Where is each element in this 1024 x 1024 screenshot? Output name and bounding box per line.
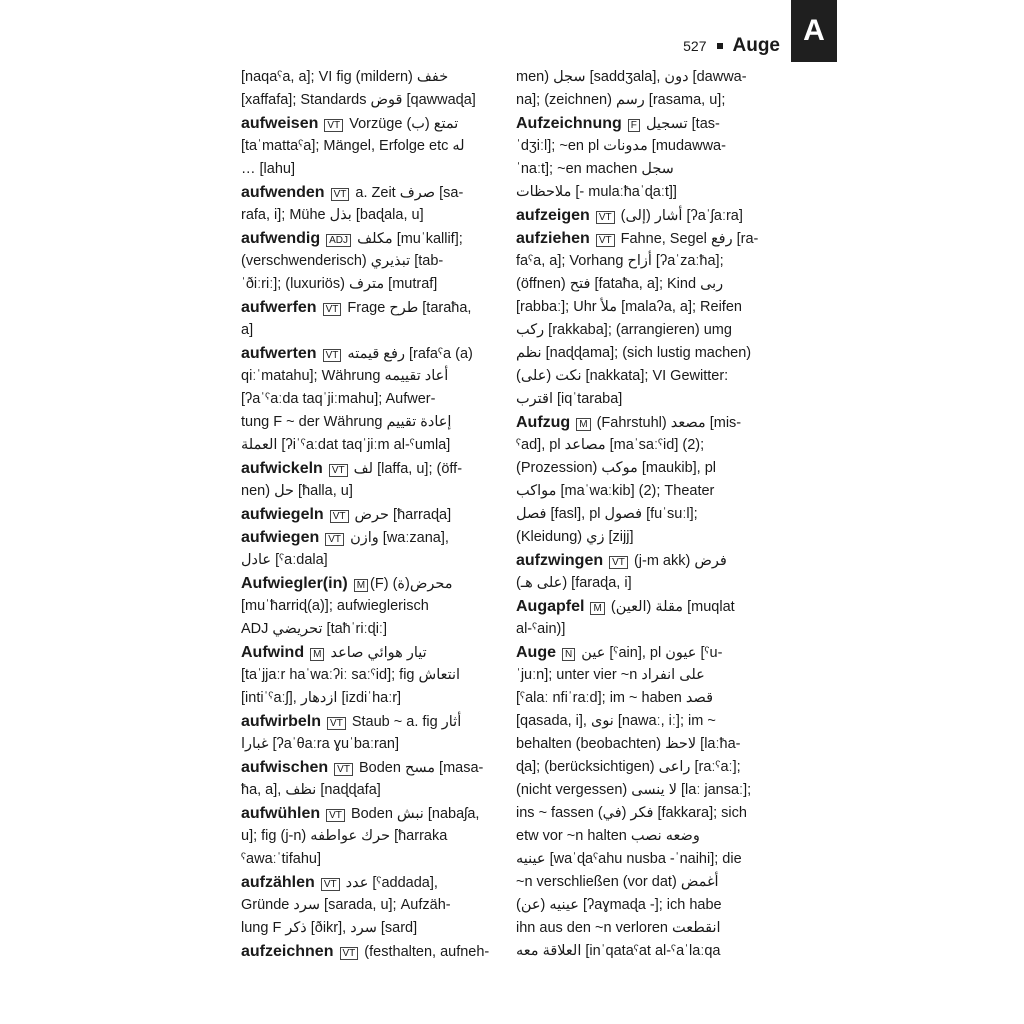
dictionary-line: (nicht vergessen) لا ينسى [laː jansaː]; <box>516 782 752 798</box>
dictionary-line: ɖa]; (berücksichtigen) راعى [raːˁaː]; <box>516 759 741 775</box>
dictionary-line <box>241 342 503 365</box>
page-number: 527 <box>683 38 707 54</box>
entry-text: وازن [waːzana], <box>346 530 449 546</box>
entry-headword: aufwiegen <box>241 529 320 546</box>
grammar-label: N <box>562 648 575 661</box>
grammar-label: VT <box>326 809 345 822</box>
entry-text: رفع قيمته [rafaˁa (a) <box>343 346 473 362</box>
entry-headword: Aufwiegler(in) <box>241 575 348 592</box>
dictionary-line: (verschwenderisch) تبذيري [tab- <box>241 253 444 269</box>
dictionary-line: … [lahu] <box>241 161 295 177</box>
entry-text: أشار (إلى) [ʔaˈʃaːra] <box>616 208 743 224</box>
dictionary-line <box>241 457 503 480</box>
dictionary-line: (Prozession) موكب [maukib], pl <box>516 460 716 476</box>
dictionary-line: فصل [fasl], pl فصول [fuˈsuːl]; <box>516 506 698 522</box>
dictionary-line: [ˁalaː nfiˈraːd]; im ~ haben قصد <box>516 690 714 706</box>
entry-headword: aufwerfen <box>241 299 317 316</box>
dictionary-line: عادل [ˁaːdala] <box>241 552 328 568</box>
dictionary-line: عينيه [waˈɖaˁahu nusba -ˈnaihi]; die <box>516 851 742 867</box>
entry-text: مقلة (العين) [muqlat <box>606 599 735 615</box>
entry-text: Boden مسح [masa- <box>354 760 484 776</box>
entry-text: حرض [ħarraɖa] <box>350 507 452 523</box>
dictionary-line: ħa, a], نظف [naɖɖafa] <box>241 782 381 798</box>
dictionary-line: العلاقة معه [inˈqataˁat al-ˁaˈlaːqa <box>516 943 721 959</box>
entry-headword: aufwenden <box>241 184 325 201</box>
dictionary-line <box>241 710 503 733</box>
dictionary-line: nen) حل [ħalla, u] <box>241 483 353 499</box>
entry-headword: aufzählen <box>241 874 315 891</box>
dictionary-line: rafa, i]; Mühe بذل [baɖala, u] <box>241 207 424 223</box>
entry-headword: aufwendig <box>241 230 321 247</box>
dictionary-line <box>516 549 774 572</box>
entry-headword: Augapfel <box>516 598 585 615</box>
entry-headword: Aufzug <box>516 414 571 431</box>
dictionary-line: [taˈmattaˁa]; Mängel, Erfolge etc له <box>241 138 465 154</box>
entry-headword: Aufwind <box>241 644 305 661</box>
dictionary-line: [intiˈˁaːʃ], ازدهار [izdiˈhaːr] <box>241 690 402 706</box>
dictionary-line: ˈjuːn]; unter vier ~n على انفراد <box>516 667 705 683</box>
dictionary-line: u]; fig (j-n) حرك عواطفه [ħarraka <box>241 828 448 844</box>
dictionary-line: qiːˈmatahu]; Währung أعاد تقييمه <box>241 368 449 384</box>
dictionary-line: ihn aus den ~n verloren انقطعت <box>516 920 721 936</box>
dictionary-line: ~n verschließen (vor dat) أغمض <box>516 874 719 890</box>
dictionary-line: ملاحظات [- mulaːħaˈɖaːt]] <box>516 184 677 200</box>
entry-text: عدد [ˁaddada], <box>341 875 438 891</box>
dictionary-line <box>241 227 503 250</box>
dictionary-line: ˈðiːriː]; (luxuriös) مترف [mutraf] <box>241 276 438 292</box>
entry-text: (F) محرض(ة) <box>370 576 453 592</box>
entry-headword: aufzeichnen <box>241 943 334 960</box>
grammar-label: M <box>590 602 604 615</box>
grammar-label: VT <box>329 464 348 477</box>
grammar-label: M <box>354 579 368 592</box>
dictionary-line <box>241 526 503 549</box>
grammar-label: VT <box>330 510 349 523</box>
grammar-label: VT <box>323 349 342 362</box>
grammar-label: VT <box>596 211 615 224</box>
dictionary-line <box>516 227 774 250</box>
dictionary-line: عينيه (عن) [ʔaɣmaɖa -]; ich habe <box>516 897 722 913</box>
dictionary-line: ˁawaːˈtifahu] <box>241 851 322 867</box>
running-headword: Auge <box>732 35 780 56</box>
left-column <box>241 66 503 963</box>
entry-text: تسجيل [tas- <box>641 116 720 132</box>
dictionary-line: (على هـ) [faraɖa, i] <box>516 575 632 591</box>
dictionary-line: ˈnaːt]; ~en machen سجل <box>516 161 674 177</box>
grammar-label: F <box>628 119 640 132</box>
dictionary-line <box>241 871 503 894</box>
dictionary-line: al-ˁain)] <box>516 621 566 637</box>
grammar-label: VT <box>327 717 346 730</box>
entry-text: عين [ˁain], pl عيون [ˁu- <box>577 645 723 661</box>
entry-text: (Fahrstuhl) مصعد [mis- <box>592 415 742 431</box>
dictionary-line: [naqaˁa, a]; VI fig (mildern) خفف <box>241 69 449 85</box>
entry-text: Vorzüge تمتع (ب) <box>345 116 459 132</box>
grammar-label: VT <box>340 947 359 960</box>
dictionary-line: a] <box>241 322 254 338</box>
dictionary-line: [qasada, i], نوى [nawaː, iː]; im ~ <box>516 713 716 729</box>
grammar-label: VT <box>596 234 615 247</box>
entry-text: تيار هوائي صاعد <box>326 645 427 661</box>
dictionary-line <box>241 296 503 319</box>
dictionary-line: lung F ذكر [ðikr], سرد [sard] <box>241 920 418 936</box>
dictionary-line: نكت (على) [nakkata]; VI Gewitter: <box>516 368 729 384</box>
entry-headword: aufzwingen <box>516 552 604 569</box>
dictionary-line: [taˈjjaːr haˈwaːʔiː saːˁid]; fig انتعاش <box>241 667 461 683</box>
grammar-label: VT <box>331 188 350 201</box>
dictionary-line <box>241 940 503 963</box>
grammar-label: VT <box>334 763 353 776</box>
dictionary-line <box>516 112 774 135</box>
dictionary-line: tung F ~ der Währung إعادة تقييم <box>241 414 452 430</box>
dictionary-line: etw vor ~n halten وضعه نصب <box>516 828 700 844</box>
entry-headword: aufwühlen <box>241 805 321 822</box>
dictionary-line <box>241 641 503 664</box>
dictionary-line: ADJ تحريضي [taħˈriːɖiː] <box>241 621 387 637</box>
entry-headword: aufwiegeln <box>241 506 324 523</box>
dictionary-line: اقترب [iqˈtaraba] <box>516 391 623 407</box>
grammar-label: VT <box>323 303 342 316</box>
grammar-label: VT <box>321 878 340 891</box>
dictionary-line: [muˈħarriɖ(a)]; aufwieglerisch <box>241 598 429 614</box>
dictionary-line: ins ~ fassen فكر (في) [fakkara]; sich <box>516 805 747 821</box>
dictionary-line <box>241 112 503 135</box>
grammar-label: M <box>310 648 324 661</box>
entry-text: Fahne, Segel رفع [ra- <box>616 231 759 247</box>
entry-text: Boden نبش [nabaʃa, <box>346 806 480 822</box>
grammar-label: VT <box>324 119 343 132</box>
entry-text: (festhalten, aufneh- <box>360 944 490 960</box>
dictionary-line <box>241 802 503 825</box>
dictionary-line: [xaffafa]; Standards قوض [qawwaɖa] <box>241 92 476 108</box>
dictionary-line: na]; (zeichnen) رسم [rasama, u]; <box>516 92 726 108</box>
dictionary-line: (Kleidung) زي [zijj] <box>516 529 634 545</box>
thumb-tab-letter: A <box>803 14 825 47</box>
dictionary-line <box>516 641 774 664</box>
entry-text: (j-m akk) فرض <box>629 553 727 569</box>
dictionary-line: ركب [rakkaba]; (arrangieren) umg <box>516 322 732 338</box>
dictionary-line <box>241 503 503 526</box>
grammar-label: VT <box>325 533 344 546</box>
dictionary-line <box>516 411 774 434</box>
entry-headword: Aufzeichnung <box>516 115 622 132</box>
grammar-label: M <box>576 418 590 431</box>
dictionary-line: نظم [naɖɖama]; (sich lustig machen) <box>516 345 752 361</box>
dictionary-line: مواكب [maˈwaːkib] (2); Theater <box>516 483 715 499</box>
entry-headword: aufzeigen <box>516 207 590 224</box>
dictionary-line <box>241 756 503 779</box>
entry-text: مكلف [muˈkallif]; <box>353 231 463 247</box>
running-header <box>650 32 780 60</box>
entry-headword: Auge <box>516 644 556 661</box>
dictionary-line <box>241 572 503 595</box>
entry-headword: aufwischen <box>241 759 329 776</box>
entry-text: Frage طرح [taraħa, <box>343 300 472 316</box>
dictionary-line: ˁad], pl مصاعد [maˈsaːˁid] (2); <box>516 437 705 453</box>
dictionary-line: behalten (beobachten) لاحظ [laːħa- <box>516 736 741 752</box>
dictionary-line: men) سجل [saddʒala], دون [dawwa- <box>516 69 747 85</box>
entry-headword: aufwerten <box>241 345 317 362</box>
entry-text: لف [laffa, u]; (öff- <box>349 461 463 477</box>
entry-headword: aufwickeln <box>241 460 323 477</box>
right-column <box>516 66 774 963</box>
grammar-label: VT <box>609 556 628 569</box>
dictionary-line: غبارا [ʔaˈθaːra ɣuˈbaːran] <box>241 736 399 752</box>
dictionary-line: (öffnen) فتح [fataħa, a]; Kind ربى <box>516 276 724 292</box>
dictionary-line: [ʔaˈˁaːda taqˈjiːmahu]; Aufwer- <box>241 391 436 407</box>
dictionary-line <box>516 204 774 227</box>
dictionary-line: faˁa, a]; Vorhang أزاح [ʔaˈzaːħa]; <box>516 253 724 269</box>
entry-headword: aufwirbeln <box>241 713 322 730</box>
header-separator-square <box>717 43 723 49</box>
entry-headword: aufweisen <box>241 115 319 132</box>
dictionary-line <box>241 181 503 204</box>
grammar-label: ADJ <box>326 234 351 247</box>
entry-text: a. Zeit صرف [sa- <box>351 185 464 201</box>
dictionary-line: [rabbaː]; Uhr ملأ [malaʔa, a]; Reifen <box>516 299 742 315</box>
dictionary-line: ˈdʒiːl]; ~en pl مدونات [mudawwa- <box>516 138 726 154</box>
dictionary-line: العملة [ʔiˈˁaːdat taqˈjiːm al-ˁumla] <box>241 437 451 453</box>
letter-thumb-tab <box>791 0 837 62</box>
dictionary-line <box>516 595 774 618</box>
entry-headword: aufziehen <box>516 230 590 247</box>
dictionary-line: Gründe سرد [sarada, u]; Aufzäh- <box>241 897 451 913</box>
entry-text: Staub ~ a. fig أثار <box>347 714 462 730</box>
